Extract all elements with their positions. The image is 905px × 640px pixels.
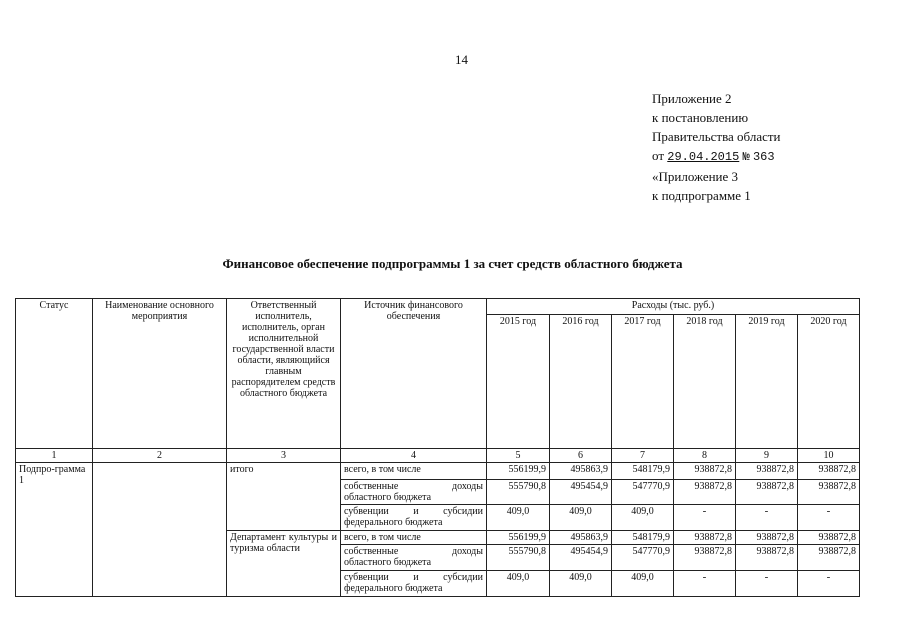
appendix-date-line: от 29.04.2015 № 363 — [652, 148, 775, 164]
column-number: 3 — [227, 449, 341, 463]
value-cell: 409,0 — [487, 505, 550, 531]
value-cell: 938872,8 — [798, 480, 860, 505]
value-cell: 548179,9 — [612, 463, 674, 480]
value-cell: 556199,9 — [487, 531, 550, 545]
value-cell: 495454,9 — [550, 480, 612, 505]
header-year: 2018 год — [674, 315, 736, 449]
source-cell: собственные доходы областного бюджета — [341, 480, 487, 505]
table-row — [16, 463, 860, 480]
column-number: 8 — [674, 449, 736, 463]
value-cell: 555790,8 — [487, 480, 550, 505]
appendix-block — [652, 89, 781, 205]
document-title: Финансовое обеспечение подпрограммы 1 за счет средств областного бюджета — [222, 256, 683, 271]
value-cell: 938872,8 — [736, 463, 798, 480]
source-cell: всего, в том числе — [341, 463, 487, 480]
header-funding-source: Источник финансового обеспечения — [341, 299, 487, 449]
column-number: 9 — [736, 449, 798, 463]
appendix-line-3: Правительства области — [652, 129, 781, 144]
header-status: Статус — [16, 299, 93, 449]
column-number-row — [16, 449, 860, 463]
value-cell: 938872,8 — [674, 480, 736, 505]
value-cell: - — [798, 571, 860, 597]
column-number: 7 — [612, 449, 674, 463]
value-cell: 556199,9 — [487, 463, 550, 480]
source-cell: субвенции и субсидии федерального бюджета — [341, 505, 487, 531]
value-cell: - — [736, 505, 798, 531]
header-year: 2020 год — [798, 315, 860, 449]
source-cell: всего, в том числе — [341, 531, 487, 545]
value-cell: 495454,9 — [550, 545, 612, 571]
appendix-line-6: к подпрограмме 1 — [652, 188, 751, 203]
appendix-line-1: Приложение 2 — [652, 91, 732, 106]
column-number: 4 — [341, 449, 487, 463]
header-expenses: Расходы (тыс. руб.) — [487, 299, 860, 315]
column-number: 5 — [487, 449, 550, 463]
header-year: 2016 год — [550, 315, 612, 449]
measure-cell — [93, 463, 227, 597]
header-year: 2015 год — [487, 315, 550, 449]
executor-cell: итого — [227, 463, 341, 531]
appendix-line-5: «Приложение 3 — [652, 169, 739, 184]
value-cell: - — [674, 571, 736, 597]
source-cell: субвенции и субсидии федерального бюджета — [341, 571, 487, 597]
column-number: 6 — [550, 449, 612, 463]
source-cell: собственные доходы областного бюджета — [341, 545, 487, 571]
value-cell: - — [674, 505, 736, 531]
value-cell: 938872,8 — [674, 531, 736, 545]
value-cell: 938872,8 — [798, 463, 860, 480]
header-executor: Ответственный исполнитель, исполнитель, орган исполнительной государственной власти области, являющийся главным распорядителем средств областного бюджета — [227, 299, 341, 449]
header-row-1 — [16, 299, 860, 315]
value-cell: 409,0 — [550, 571, 612, 597]
header-year: 2019 год — [736, 315, 798, 449]
header-measure-name: Наименование основного мероприятия — [93, 299, 227, 449]
value-cell: - — [798, 505, 860, 531]
value-cell: 547770,9 — [612, 480, 674, 505]
status-cell: Подпро-грамма 1 — [16, 463, 93, 597]
header-year: 2017 год — [612, 315, 674, 449]
appendix-line-2: к постановлению — [652, 110, 749, 125]
value-cell: 548179,9 — [612, 531, 674, 545]
value-cell: 547770,9 — [612, 545, 674, 571]
financing-table — [15, 298, 860, 597]
executor-cell: Департамент культуры и туризма области — [227, 531, 341, 597]
value-cell: 495863,9 — [550, 463, 612, 480]
value-cell: 938872,8 — [798, 545, 860, 571]
value-cell: 938872,8 — [674, 545, 736, 571]
column-number: 1 — [16, 449, 93, 463]
value-cell: 938872,8 — [674, 463, 736, 480]
value-cell: - — [736, 571, 798, 597]
value-cell: 555790,8 — [487, 545, 550, 571]
column-number: 10 — [798, 449, 860, 463]
value-cell: 938872,8 — [736, 531, 798, 545]
value-cell: 938872,8 — [736, 480, 798, 505]
column-number: 2 — [93, 449, 227, 463]
value-cell: 938872,8 — [736, 545, 798, 571]
value-cell: 409,0 — [612, 505, 674, 531]
value-cell: 409,0 — [612, 571, 674, 597]
value-cell: 938872,8 — [798, 531, 860, 545]
value-cell: 409,0 — [550, 505, 612, 531]
appendix-date: 29.04.2015 — [667, 150, 740, 164]
page-number: 14 — [455, 52, 468, 67]
value-cell: 409,0 — [487, 571, 550, 597]
appendix-number-sign: № — [742, 150, 750, 164]
value-cell: 495863,9 — [550, 531, 612, 545]
appendix-number: 363 — [752, 150, 775, 164]
